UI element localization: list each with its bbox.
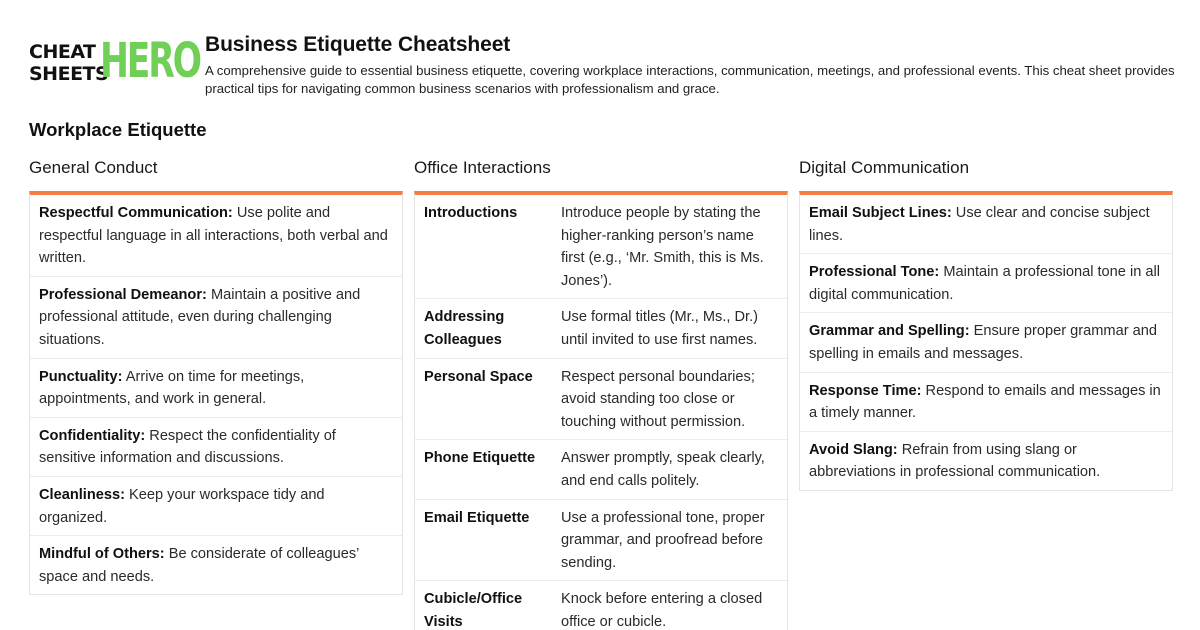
- panel-title: Digital Communication: [799, 158, 970, 177]
- item-term: Professional Tone:: [809, 264, 940, 281]
- general-conduct-card: [29, 191, 403, 595]
- item-term: Punctuality:: [39, 368, 123, 385]
- list-item: [30, 277, 402, 359]
- item-term: Response Time:: [809, 382, 922, 399]
- item-term: Avoid Slang:: [809, 441, 898, 458]
- list-item: [30, 359, 402, 418]
- row-text: Respect personal boundaries; avoid standing too close or touching without permission.: [561, 368, 755, 430]
- panel-title: General Conduct: [29, 158, 158, 177]
- row-text: Use formal titles (Mr., Ms., Dr.) until invited to use first names.: [561, 309, 759, 348]
- item-text: Use polite and respectful language in all interactions, both verbal and written.: [39, 205, 388, 267]
- list-item: [30, 477, 402, 536]
- office-interactions-table: [414, 191, 788, 630]
- table-row: [415, 500, 787, 582]
- item-term: Mindful of Others:: [39, 546, 165, 563]
- cheatsheets-hero-logo[interactable]: [29, 33, 200, 89]
- logo-line-cheat: CHEAT: [29, 41, 96, 63]
- page-description: A comprehensive guide to essential business etiquette, covering workplace interactions, communication, meetings, and professional events. This cheat sheet provides practical tips for navigating common business scenarios with professionalism and grace.: [205, 63, 1175, 96]
- item-term: Email Subject Lines:: [809, 205, 952, 221]
- logo-line-sheets: SHEETS: [29, 63, 109, 85]
- item-text: Use clear and concise subject lines.: [809, 205, 1150, 244]
- row-text: Answer promptly, speak clearly, and end calls politely.: [561, 450, 765, 489]
- list-item: [30, 195, 402, 277]
- page-title: Business Etiquette Cheatsheet: [205, 33, 511, 56]
- section-title: Workplace Etiquette: [29, 119, 207, 140]
- table-row: [415, 440, 787, 499]
- item-term: Cleanliness:: [39, 486, 125, 503]
- row-term: Phone Etiquette: [424, 450, 536, 467]
- list-item: [800, 432, 1172, 490]
- list-item: [30, 418, 402, 477]
- list-item: [800, 195, 1172, 254]
- office-interactions-panel: [414, 157, 788, 630]
- item-term: Confidentiality:: [39, 427, 146, 444]
- list-item: [30, 536, 402, 594]
- panel-title: Office Interactions: [414, 158, 551, 177]
- list-item: [800, 254, 1172, 313]
- table-row: [415, 299, 787, 358]
- row-term: Cubicle/Office Visits: [424, 591, 523, 630]
- item-text: Respect the confidentiality of sensitive information and discussions.: [39, 427, 336, 467]
- logo-wordmark: [29, 41, 108, 85]
- page-header: [29, 33, 1180, 103]
- digital-communication-card: [799, 191, 1173, 491]
- item-term: Grammar and Spelling:: [809, 323, 970, 340]
- row-text: Knock before entering a closed office or cubicle.: [561, 591, 763, 630]
- item-text: Respond to emails and messages in a timely manner.: [809, 382, 1161, 422]
- general-conduct-panel: [29, 157, 403, 595]
- item-text: Ensure proper grammar and spelling in emails and messages.: [809, 323, 1157, 362]
- item-text: Maintain a positive and professional attitude, even during challenging situations.: [39, 286, 361, 348]
- row-text: Use a professional tone, proper grammar, and proofread before sending.: [561, 509, 765, 571]
- item-text: Keep your workspace tidy and organized.: [39, 486, 325, 526]
- digital-communication-panel: [799, 157, 1173, 491]
- item-text: Arrive on time for meetings, appointments, and work in general.: [39, 368, 305, 408]
- list-item: [800, 313, 1172, 372]
- item-term: Respectful Communication:: [39, 205, 233, 221]
- row-term: Introductions: [424, 205, 518, 221]
- table-row: [415, 195, 787, 299]
- list-item: [800, 373, 1172, 432]
- table-row: [415, 581, 787, 630]
- table-row: [415, 359, 787, 441]
- item-text: Refrain from using slang or abbreviations in professional communication.: [809, 441, 1101, 481]
- row-term: Personal Space: [424, 368, 533, 385]
- item-term: Professional Demeanor:: [39, 286, 207, 303]
- title-block: [205, 33, 1180, 97]
- row-term: Addressing Colleagues: [424, 309, 505, 348]
- item-text: Be considerate of colleagues’ space and needs.: [39, 546, 359, 585]
- row-text: Introduce people by stating the higher-ranking person’s name first (e.g., ‘Mr. Smith, this is Ms. Jones’).: [561, 205, 764, 289]
- logo-hero: HERO: [100, 33, 200, 89]
- row-term: Email Etiquette: [424, 509, 530, 526]
- item-text: Maintain a professional tone in all digital communication.: [809, 264, 1160, 303]
